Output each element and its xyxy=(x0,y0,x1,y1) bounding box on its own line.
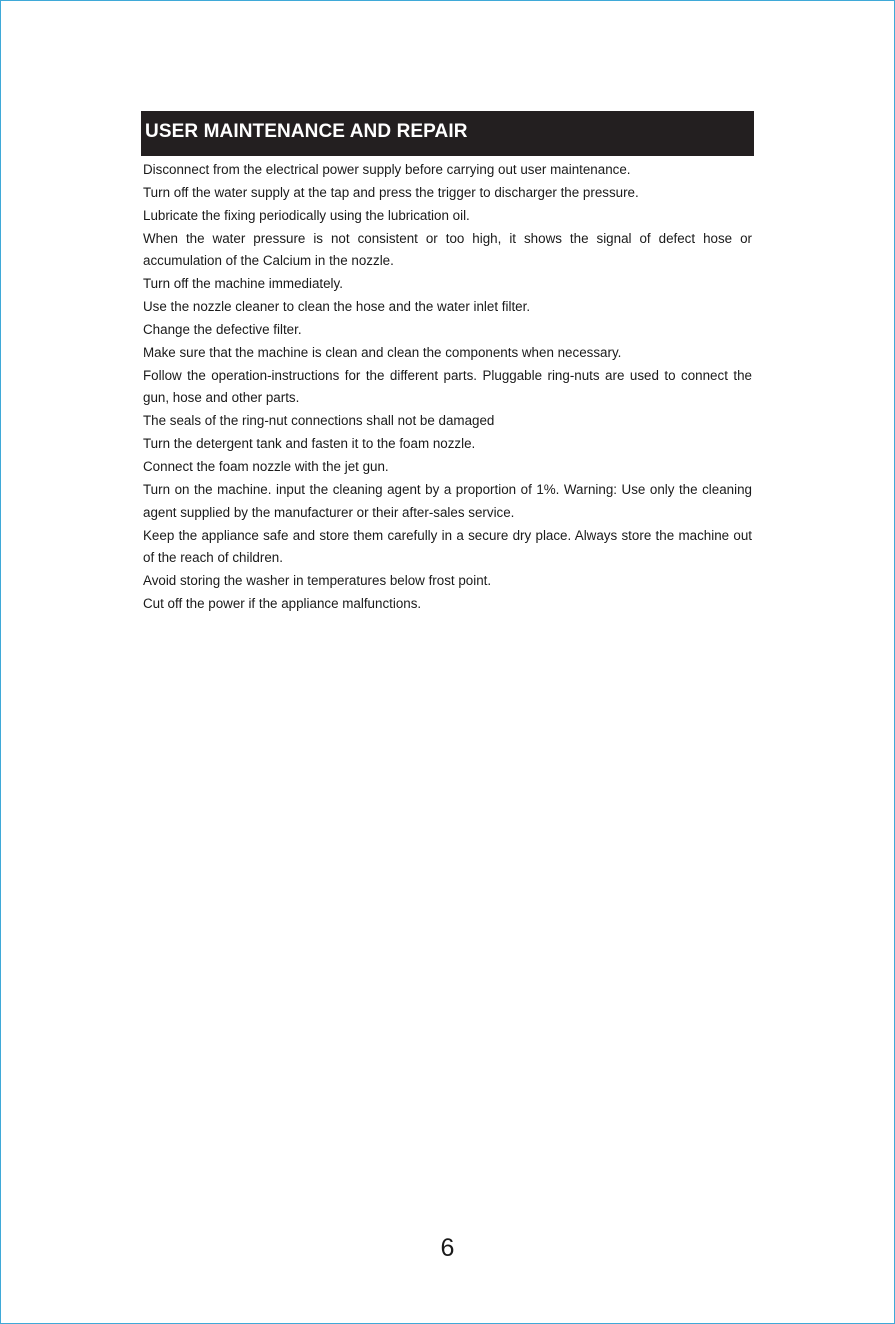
instruction-paragraph: Follow the operation-instructions for the different parts. Pluggable ring-nuts are used to connect the gun, hose and other parts. xyxy=(143,367,752,406)
page-number: 6 xyxy=(440,1234,455,1262)
instruction-paragraph: Connect the foam nozzle with the jet gun. xyxy=(143,458,389,474)
instruction-paragraph: Turn the detergent tank and fasten it to the foam nozzle. xyxy=(143,436,476,452)
section-title: USER MAINTENANCE AND REPAIR xyxy=(145,121,468,142)
instruction-paragraph: Disconnect from the electrical power supply before carrying out user maintenance. xyxy=(143,162,631,177)
instruction-paragraph: Make sure that the machine is clean and clean the components when necessary. xyxy=(143,344,622,360)
instruction-paragraph: Use the nozzle cleaner to clean the hose and the water inlet filter. xyxy=(143,299,531,315)
instruction-paragraph: Turn off the machine immediately. xyxy=(143,276,343,292)
instruction-paragraph: Cut off the power if the appliance malfunctions. xyxy=(143,596,422,612)
maintenance-instructions xyxy=(143,159,752,616)
instruction-paragraph: Change the defective filter. xyxy=(143,321,302,337)
section-header xyxy=(141,111,754,156)
instruction-paragraph: Turn on the machine. input the cleaning agent by a proportion of 1%. Warning: Use only the cleaning agent supplied by the manufacturer or their after-sales service. xyxy=(143,481,752,520)
instruction-paragraph: When the water pressure is not consistent or too high, it shows the signal of defect hose or accumulation of the Calcium in the nozzle. xyxy=(143,230,752,269)
instruction-paragraph: Lubricate the fixing periodically using the lubrication oil. xyxy=(143,207,470,223)
instruction-paragraph: Turn off the water supply at the tap and press the trigger to discharger the pressure. xyxy=(143,184,639,200)
instruction-paragraph: Avoid storing the washer in temperatures below frost point. xyxy=(143,573,492,589)
instruction-paragraph: Keep the appliance safe and store them carefully in a secure dry place. Always store the machine out of the reach of children. xyxy=(143,527,752,566)
instruction-paragraph: The seals of the ring-nut connections shall not be damaged xyxy=(143,413,495,429)
